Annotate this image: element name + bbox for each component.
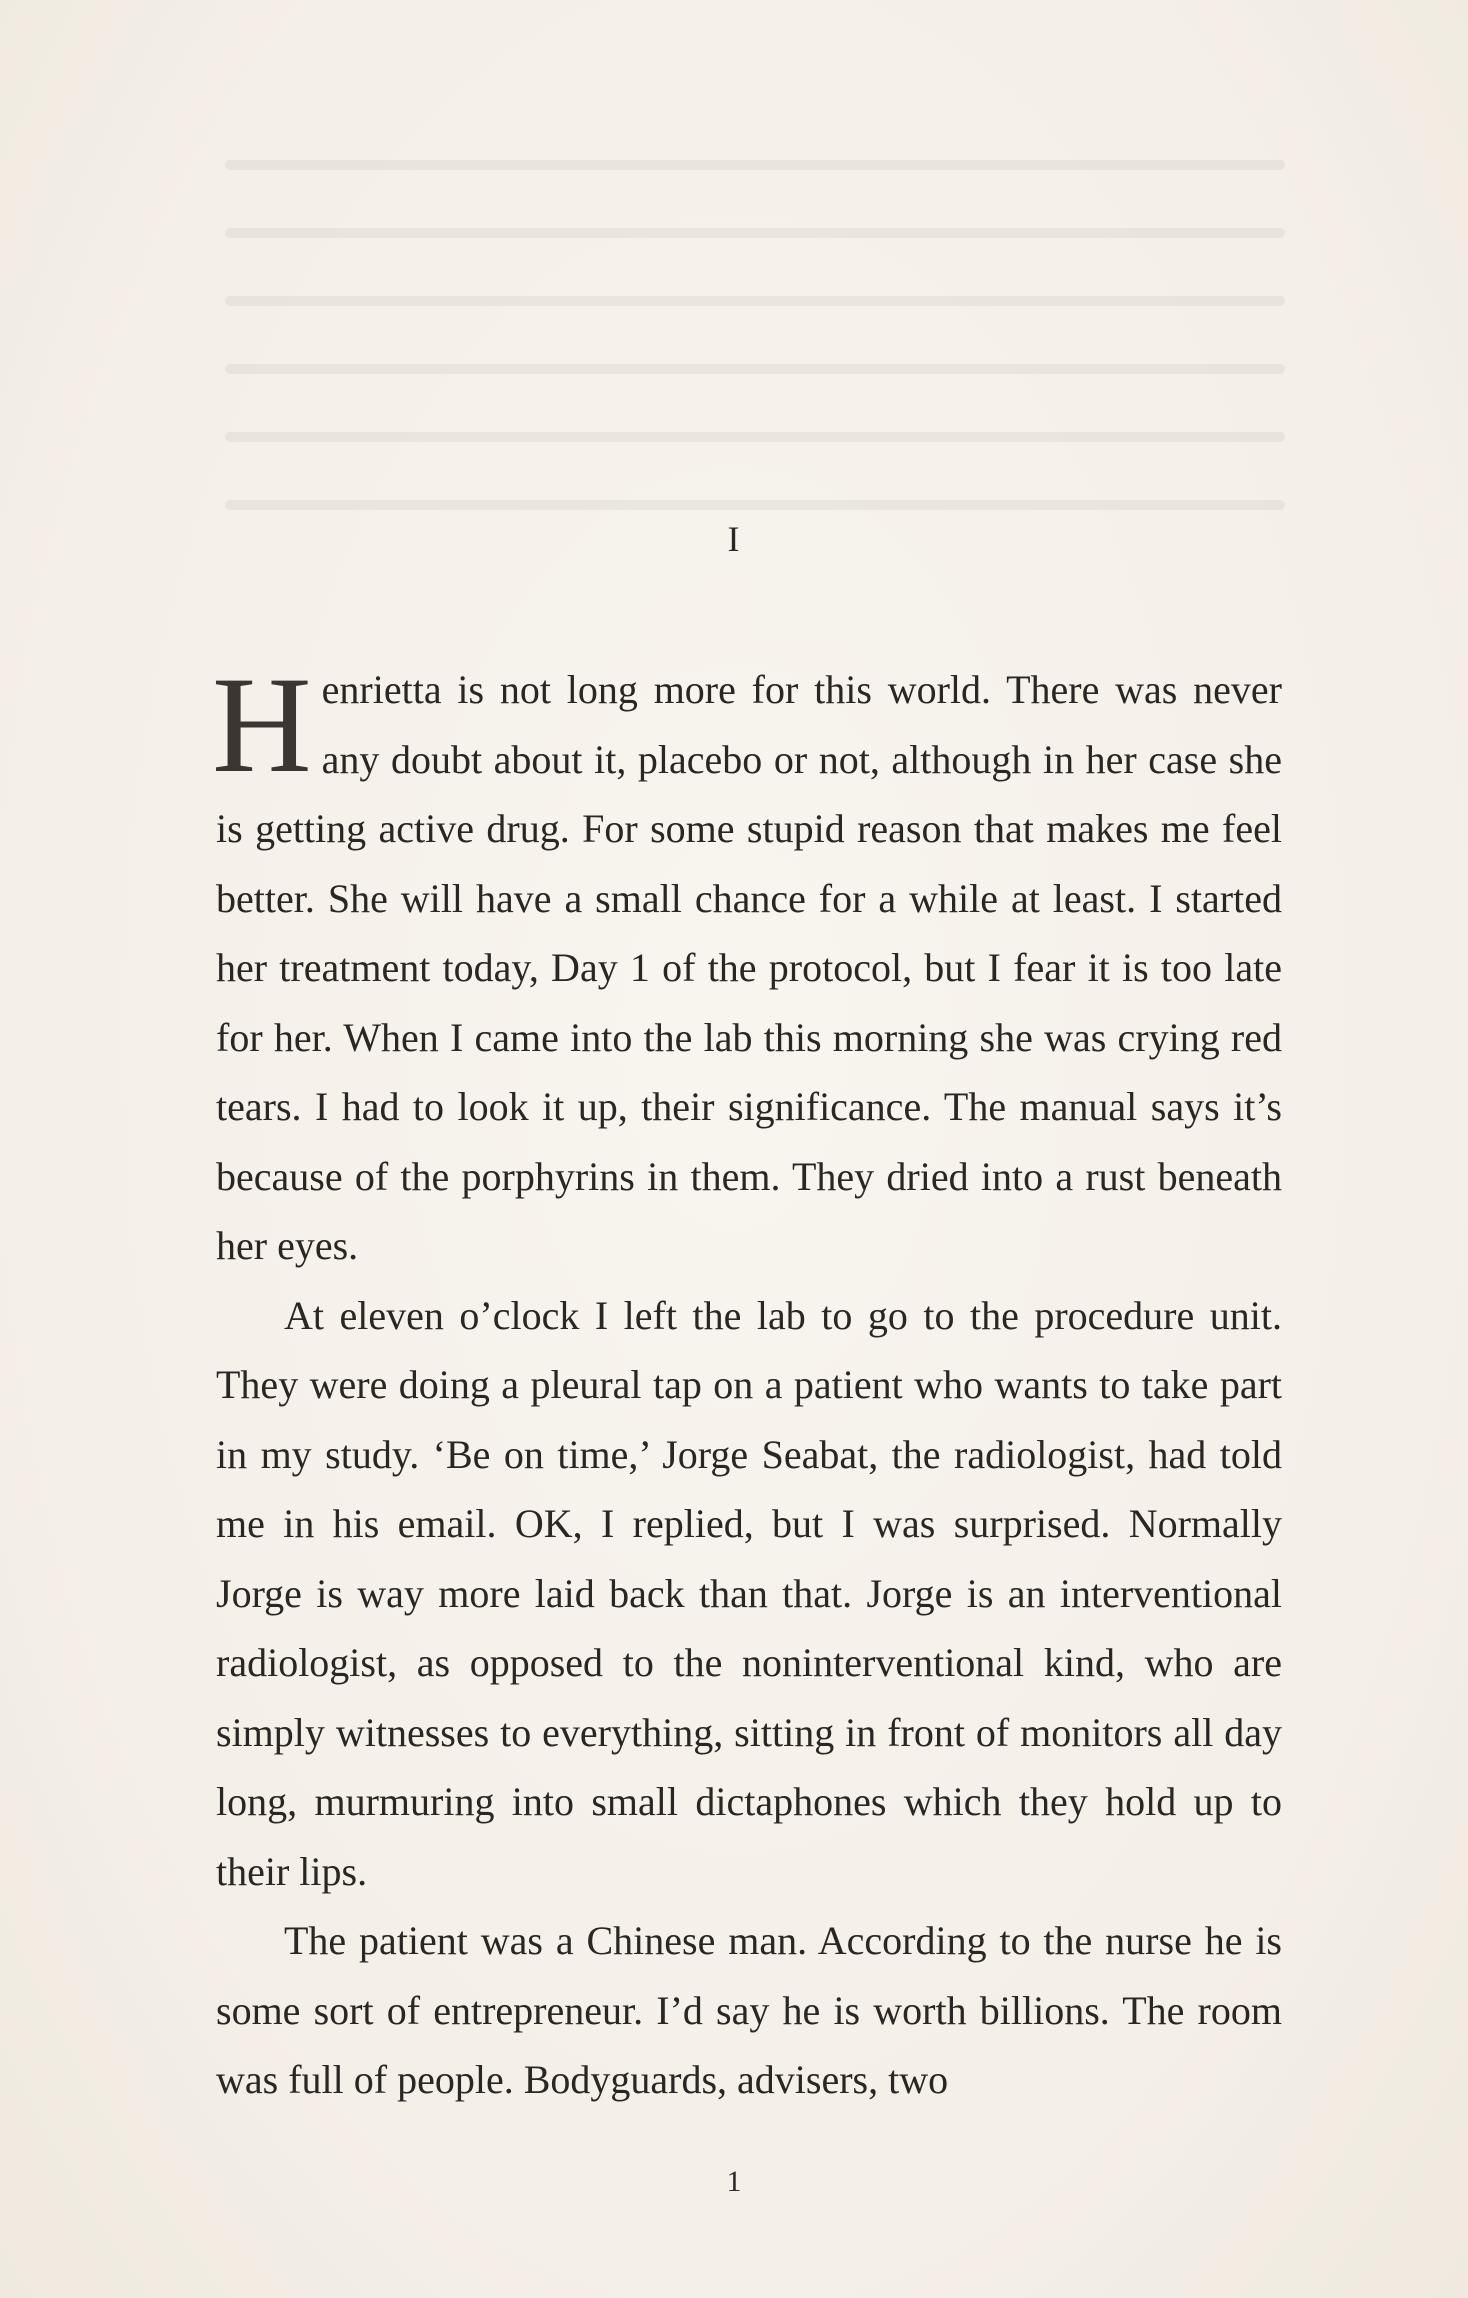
show-through-texture bbox=[225, 160, 1285, 580]
body-text bbox=[212, 648, 1282, 2115]
paragraph-1 bbox=[212, 648, 1282, 1281]
paragraph-1-text: enrietta is not long more for this world. There was never any doubt about it, placebo or not, although in her case she is getting active drug. For some stupid reason that makes me feel better. She will have a small chance for a while at least. I started her treatment today, Day 1 of the protocol, but I fear it is too late for her. When I came into the lab this morning she was crying red tears. I had to look it up, their significance. The manual says it’s because of the porphyrins in them. They dried into a rust beneath her eyes. bbox=[216, 667, 1282, 1268]
chapter-number: I bbox=[727, 519, 741, 559]
paragraph-2: At eleven o’clock I left the lab to go to the procedure unit. They were doing a pleural tap on a patient who wants to take part in my study. ‘Be on time,’ Jorge Seabat, the radiologist, had told me in his email. OK, I replied, but I was surprised. Normally Jorge is way more laid back than that. Jorge is an interventional radiologist, as opposed to the noninterventional kind, who are simply witnesses to everything, sitting in front of monitors all day long, murmuring into small dictaphones which they hold up to their lips. bbox=[216, 1292, 1282, 1894]
page-number: 1 bbox=[726, 2165, 742, 2198]
drop-cap: H bbox=[212, 648, 312, 801]
paragraph-3: The patient was a Chinese man. According to the nurse he is some sort of entrepreneur. I’d say he is worth billions. The room was full of people. Bodyguards, advisers, two bbox=[216, 1918, 1282, 2102]
